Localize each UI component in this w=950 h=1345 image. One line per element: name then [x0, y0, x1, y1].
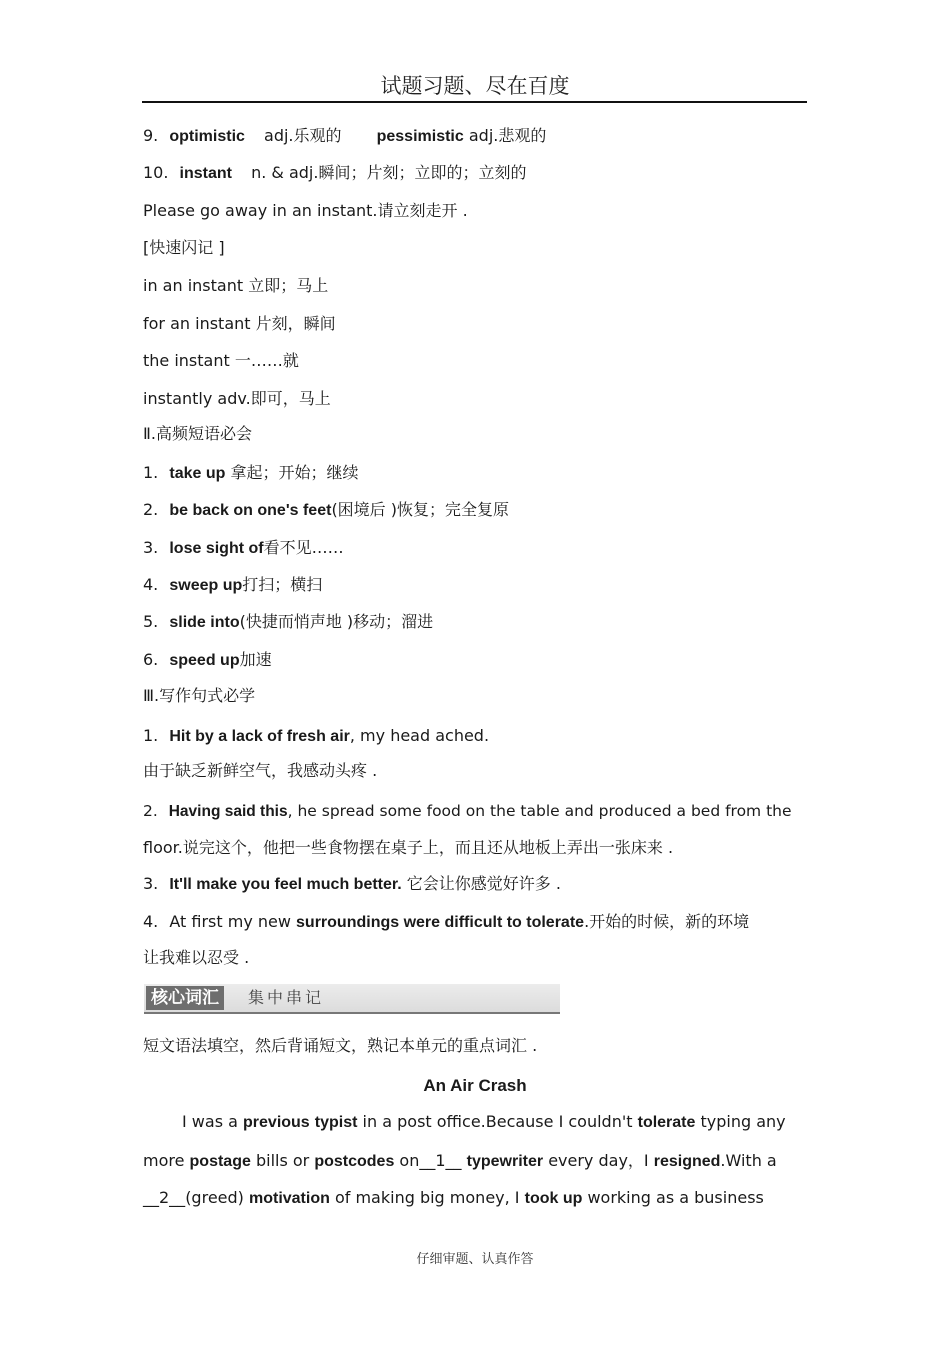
item-number: 9.: [143, 126, 159, 145]
passage-line-2: [143, 1150, 777, 1173]
header-divider: [142, 101, 807, 103]
core-vocab-tag: 核心词汇: [146, 986, 224, 1010]
phrase-line: for an instant 片刻，瞬间: [143, 314, 336, 333]
phrase: sweep up: [169, 577, 243, 594]
key-word: previous: [243, 1114, 310, 1131]
key-word: motivation: [248, 1190, 330, 1207]
item-number: 1.: [143, 463, 159, 482]
fill-blank[interactable]: __2__: [143, 1188, 186, 1207]
meaning: 看不见……: [263, 538, 344, 557]
passage-title: An Air Crash: [423, 1076, 527, 1095]
antonym-word: pessimistic: [376, 128, 464, 145]
key-word: typist: [314, 1114, 358, 1131]
phrase-line: the instant 一……就: [143, 351, 299, 370]
phrase-item: [143, 574, 322, 597]
key-word: tolerate: [637, 1114, 696, 1131]
meaning: 拿起；开始；继续: [225, 463, 359, 482]
phrase-line: instantly adv.即可，马上: [143, 389, 331, 408]
sentence-rest: 它会让你感觉好许多 .: [401, 874, 561, 893]
item-number: 3.: [143, 538, 159, 557]
sentence-4-line2: 让我难以忍受 .: [143, 948, 250, 967]
page-header-title: 试题习题、尽在百度: [380, 74, 570, 98]
sentence-rest: , my head ached.: [349, 726, 490, 745]
passage-text: .With a: [720, 1151, 777, 1170]
passage-text: typing any: [695, 1112, 786, 1131]
exercise-instruction: 短文语法填空，然后背诵短文，熟记本单元的重点词汇 .: [143, 1036, 538, 1055]
item-number: 1.: [143, 726, 159, 745]
phrase-item: [143, 611, 433, 634]
sentence-2: [143, 800, 792, 823]
item-number: 5.: [143, 612, 159, 631]
meaning: (困境后 )恢复；完全复原: [331, 500, 510, 519]
passage-text: more: [143, 1151, 190, 1170]
flash-heading: [快速闪记 ]: [143, 238, 225, 257]
item-number: 6.: [143, 650, 159, 669]
phrase: speed up: [169, 652, 240, 669]
sentence-bold: Having said this: [168, 803, 288, 820]
meaning: (快捷而悄声地 )移动；溜进: [239, 612, 434, 631]
item-number: 4.: [143, 575, 159, 594]
sentence-bold: surroundings were difficult to tolerate: [296, 914, 585, 931]
sentence-bold: It'll make you feel much better.: [169, 876, 402, 893]
key-word: postage: [189, 1153, 251, 1170]
core-vocab-banner: [144, 984, 560, 1014]
key-word: took up: [524, 1190, 583, 1207]
sentence-rest: .开始的时候，新的环境: [584, 912, 750, 931]
antonym-pos: adj.悲观的: [468, 126, 547, 145]
example-sentence: Please go away in an instant.请立刻走开 .: [143, 201, 468, 220]
key-word: postcodes: [314, 1153, 395, 1170]
section-2-heading: Ⅱ.高频短语必会: [143, 424, 252, 443]
fill-blank[interactable]: __1__: [419, 1151, 462, 1170]
passage-text: every day，I: [543, 1151, 654, 1170]
item-number: 2.: [143, 802, 158, 820]
passage-text: in a post office.Because I couldn't: [357, 1112, 638, 1131]
part-of-speech: adj.乐观的: [264, 126, 342, 145]
sentence-1: [143, 725, 489, 748]
phrase: slide into: [169, 614, 240, 631]
page-footer: 仔细审题、认真作答: [416, 1252, 534, 1267]
phrase: lose sight of: [169, 540, 264, 557]
passage-line-3: [143, 1187, 764, 1210]
sentence-pre: At first my new: [169, 912, 297, 931]
sentence-rest: , he spread some food on the table and produced a bed from the: [287, 802, 792, 820]
phrase: take up: [169, 465, 226, 482]
sentence-3: [143, 873, 561, 896]
item-number: 4.: [143, 912, 159, 931]
passage-line-1: [182, 1111, 786, 1134]
passage-text: bills or: [250, 1151, 315, 1170]
phrase-item: [143, 649, 272, 672]
sentence-4: [143, 911, 749, 934]
passage-text: of making big money, I: [329, 1188, 525, 1207]
meaning: 打扫；横扫: [242, 575, 323, 594]
item-number: 10.: [143, 163, 169, 182]
key-word: resigned: [653, 1153, 721, 1170]
item-number: 3.: [143, 874, 159, 893]
key-word: typewriter: [466, 1153, 544, 1170]
passage-text: (greed): [185, 1188, 249, 1207]
core-vocab-subtitle: 集中串记: [248, 988, 325, 1007]
vocab-item-10: [143, 162, 526, 185]
passage-text: I was a: [182, 1112, 244, 1131]
sentence-bold: Hit by a lack of fresh air: [169, 728, 350, 745]
headword: optimistic: [169, 128, 245, 145]
phrase: be back on one's feet: [169, 502, 332, 519]
passage-text: working as a business: [582, 1188, 764, 1207]
phrase-item: [143, 462, 358, 485]
sentence-2-line2: floor.说完这个，他把一些食物摆在桌子上，而且还从地板上弄出一张床来 .: [143, 838, 674, 857]
section-3-heading: Ⅲ.写作句式必学: [143, 686, 256, 705]
phrase-line: in an instant 立即；马上: [143, 276, 329, 295]
passage-text: on: [394, 1151, 420, 1170]
headword: instant: [179, 165, 232, 182]
meaning: 加速: [239, 650, 272, 669]
phrase-item: [143, 537, 344, 560]
vocab-item-9: [143, 125, 546, 148]
sentence-1-translation: 由于缺乏新鲜空气，我感动头疼 .: [143, 761, 378, 780]
phrase-item: [143, 499, 509, 522]
item-number: 2.: [143, 500, 159, 519]
part-of-speech: n. & adj.瞬间；片刻；立即的；立刻的: [251, 163, 527, 182]
